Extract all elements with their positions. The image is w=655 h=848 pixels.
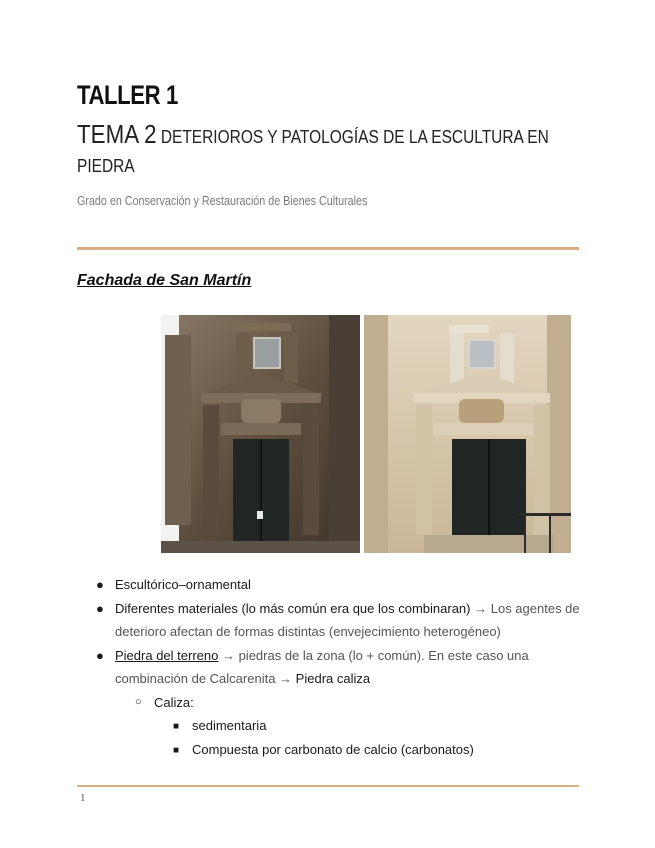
bullet-marker: ● bbox=[96, 600, 104, 616]
bullet-text: Piedra caliza bbox=[295, 671, 371, 686]
facade-photo-before bbox=[161, 315, 360, 553]
bullet-text-underlined: Piedra del terreno bbox=[115, 647, 219, 663]
bullet-text: Escultórico–ornamental bbox=[115, 577, 251, 592]
bullet-text: Compuesta por carbonato de calcio (carbonatos) bbox=[192, 741, 474, 757]
bullet-marker: ■ bbox=[173, 721, 180, 732]
facade-photo-after bbox=[364, 315, 571, 553]
arrow: → bbox=[275, 671, 296, 686]
bullet-marker: ● bbox=[96, 647, 104, 663]
bullet-marker: ● bbox=[96, 577, 104, 592]
topic-title-line1: DETERIOROS Y PATOLOGÍAS DE LA ESCULTURA EN bbox=[156, 127, 549, 147]
bullet-list bbox=[96, 573, 596, 761]
list-item bbox=[135, 691, 596, 715]
bullet-text-secondary: piedras de la zona (lo + común). En este caso una combinación de Calcarenita bbox=[115, 647, 529, 686]
topic-title bbox=[77, 120, 559, 181]
list-item bbox=[173, 714, 596, 738]
list-item bbox=[96, 573, 596, 597]
page-number: 1 bbox=[80, 792, 86, 804]
arrow: → bbox=[470, 600, 491, 616]
footer-divider bbox=[77, 785, 579, 787]
list-item bbox=[173, 738, 596, 762]
bullet-marker: ■ bbox=[173, 744, 180, 756]
header-divider bbox=[77, 247, 579, 250]
arrow: → bbox=[218, 647, 239, 663]
document-subtitle: Grado en Conservación y Restauración de Bienes Culturales bbox=[77, 194, 368, 208]
bullet-marker: ○ bbox=[135, 695, 142, 708]
facade-photos bbox=[161, 315, 571, 553]
topic-number: TEMA 2 bbox=[77, 119, 157, 149]
bullet-text-secondary: Los agentes de deterioro afectan de formas distintas (envejecimiento heterogéneo) bbox=[115, 600, 580, 639]
topic-title-line2: PIEDRA bbox=[77, 156, 135, 176]
document-title: TALLER 1 bbox=[77, 80, 178, 110]
bullet-text: sedimentaria bbox=[192, 718, 267, 733]
bullet-text: Diferentes materiales (lo más común era que los combinaran) bbox=[115, 600, 471, 616]
bullet-text: Caliza: bbox=[154, 694, 194, 710]
list-item bbox=[96, 597, 596, 644]
list-item bbox=[96, 644, 596, 691]
section-heading: Fachada de San Martín bbox=[77, 272, 252, 289]
